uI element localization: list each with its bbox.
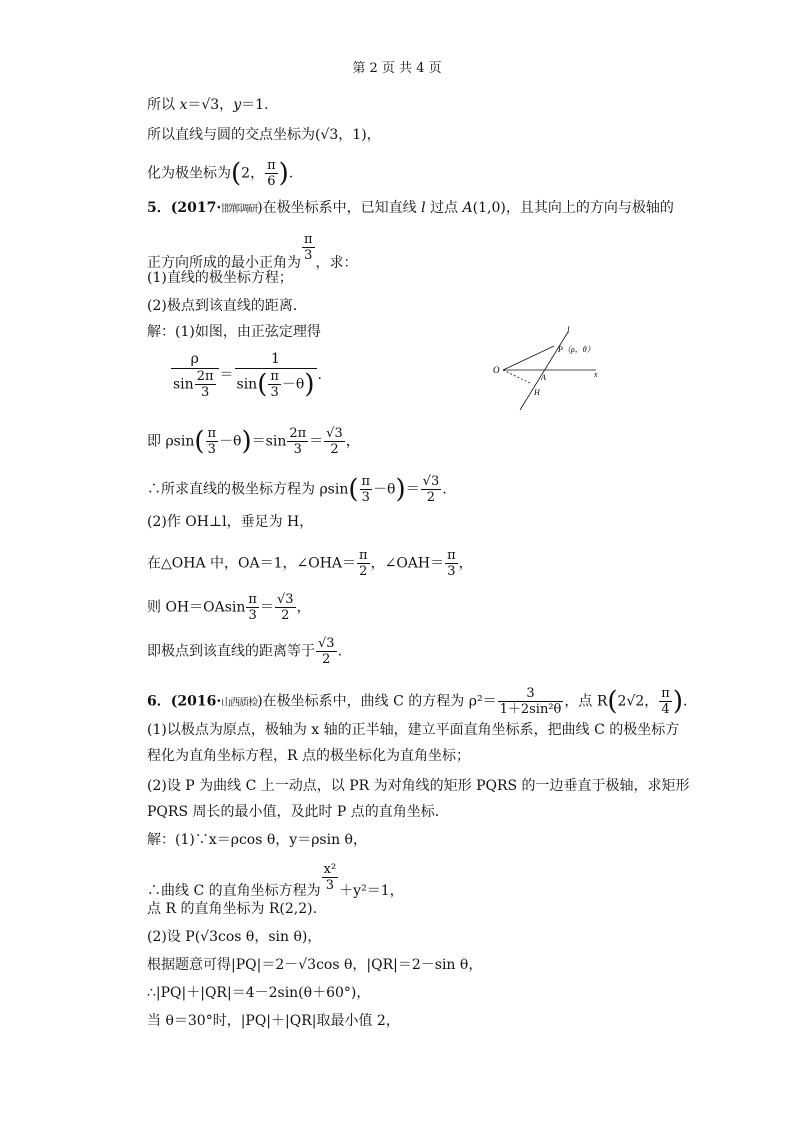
var: l [421,200,426,216]
paren: ( [231,158,242,189]
text: ，求： [315,255,358,271]
text: ， [345,433,360,450]
equation-sine-law [170,350,322,400]
text: 即 ρsin [147,433,195,450]
text: ，点 R [564,693,608,710]
source-tag: 山西质检 [221,697,258,709]
text-line: 当 θ＝30°时，|PQ|＋|QR|取最小值 2， [147,1013,400,1029]
text: . [317,367,322,383]
paren: ( [257,369,268,400]
var-x: x [179,97,188,113]
num: 1 [235,350,317,369]
text: )在极坐标系中，曲线 C 的方程为 ρ²＝ [257,693,497,710]
num: π [359,548,368,563]
den: 2 [426,490,436,505]
text: ， [296,599,311,616]
num: √3 [318,636,335,651]
text: sin [173,376,194,393]
num: π [361,474,371,489]
fraction-sqrt3-2 [324,426,345,457]
text: . [683,693,688,710]
equation-line [147,548,473,579]
page-header: 第 2 页 共 4 页 [352,61,442,76]
text-line [147,95,268,115]
equation-line [147,426,360,457]
den: 6 [267,174,276,189]
line-l [520,332,568,410]
text: －θ [373,481,396,498]
num: π [270,369,279,384]
fraction-pi-3 [360,474,373,505]
text: (1,0)，且其向上的方向与极轴的 [472,200,674,216]
fraction-pi-3 [246,592,259,623]
polar-line-diagram [488,322,603,412]
text-line: (2)设 P(√3cos θ，sin θ)， [147,929,322,945]
den: 3 [361,490,370,505]
paren: ) [278,158,289,189]
segment-OP [503,346,554,370]
text: ＝sin [251,433,287,450]
num: x² [323,862,337,877]
text: ＝ [309,433,324,450]
solution-line: 解：(1)如图，由正弦定理得 [147,324,321,340]
paren: ( [194,426,205,457]
fraction-rho [171,350,219,400]
text: 则 OH＝OAsin [147,599,246,616]
text: －θ [281,376,305,393]
paren: ) [241,426,252,457]
num: 2π [289,426,307,441]
num: 3 [498,686,564,702]
text: 过点 [425,200,463,216]
label-A: A [541,373,546,382]
text: ＝ [259,599,274,616]
fraction-sqrt3-2 [421,474,442,505]
equation-line [147,474,447,505]
num: √3 [326,426,343,441]
text: ， [458,555,473,572]
question-5-part-1: (1)直线的极坐标方程； [147,270,293,286]
label-x: x [594,370,598,379]
question-5-part-2: (2)极点到该直线的距离． [147,298,307,314]
den: 2 [359,564,368,579]
num: π [661,686,670,701]
paren: ( [348,474,359,505]
text: ，∠OAH＝ [370,555,445,572]
text: 2√2， [617,693,659,710]
text: 正方向所成的最小正角为 [147,255,301,271]
fraction-curve [498,686,564,717]
equation-line [147,862,404,901]
text: . [442,481,447,498]
label-P: P（ρ，θ） [558,345,595,354]
num: π [304,232,313,247]
text: ＝ [219,367,234,383]
den: 3 [207,442,216,457]
text: 即极点到该直线的距离等于 [147,643,315,660]
text: . [288,165,294,182]
num: √3 [422,474,440,489]
text-line: 根据题意可得|PQ|＝2－√3cos θ，|QR|＝2－sin θ， [147,957,483,973]
fraction-pi-3 [445,548,458,579]
den: 3 [304,248,313,263]
paren: ) [395,474,406,505]
text: ＝√3， [187,97,234,113]
equation-line [147,592,311,623]
text: ∴所求直线的极坐标方程为 ρsin [147,481,349,498]
fraction-sqrt3-2 [316,636,337,667]
den: 3 [325,878,335,893]
text-line: (2)作 OH⊥l，垂足为 H， [147,514,314,530]
text-line [147,158,293,189]
question-6-part-2: (2)设 P 为曲线 C 上一动点，以 PR 为对角线的矩形 PQRS 的一边垂直于极轴，求矩形 [147,778,690,794]
den: 3 [248,608,257,623]
fraction-pi-3 [206,426,219,457]
den: 4 [661,702,670,717]
num: π [207,426,217,441]
text: ＝1. [241,97,269,113]
den: 2 [322,652,331,667]
den: 3 [293,442,302,457]
fraction-sqrt3-2 [275,592,296,623]
text-line: ∴|PQ|＋|QR|＝4－2sin(θ＋60°)， [147,985,371,1001]
den: 3 [270,385,279,400]
paren: ) [672,686,683,717]
text: . [337,643,343,660]
fraction-pi-4 [659,686,672,717]
q-number: 6．(2016· [147,693,222,710]
question-6-line-1 [147,686,687,717]
den: 3 [447,564,456,579]
text: 所以 [147,97,180,113]
question-5-line-2 [147,232,358,273]
fraction-one [235,350,317,400]
fraction-x2-3 [322,862,339,893]
text: 化为极坐标为 [147,165,231,182]
fraction-2pi-3 [287,426,308,457]
fraction-pi-3 [268,369,281,400]
num: π [248,592,257,607]
var: A [462,200,473,216]
den [235,369,317,400]
text-line: 点 R 的直角坐标为 R(2,2). [147,901,318,917]
question-6-part-2-cont: PQRS 周长的最小值，及此时 P 点的直角坐标． [147,804,449,820]
text: ∴曲线 C 的直角坐标方程为 [147,883,321,899]
paren: ( [607,686,618,717]
source-tag: 邯郸调研 [221,204,258,215]
solution-line: 解：(1)∵x＝ρcos θ，y＝ρsin θ， [147,832,367,848]
text: ＝ [405,481,420,498]
text: ＋y²＝1， [339,883,404,899]
den: 3 [200,385,210,400]
fraction-pi-6 [265,158,278,189]
fraction-pi-3 [302,232,315,263]
q-number: 5．(2017· [147,200,222,216]
den: 2 [330,442,339,457]
paren: ) [304,369,315,400]
fraction-2pi-3 [195,369,216,400]
equation-line [147,636,342,667]
fraction-pi-2 [357,548,370,579]
question-6-part-1-cont: 程化为直角坐标方程，R 点的极坐标化为直角坐标； [147,748,470,764]
text: 2， [241,165,265,182]
text-line: 所以直线与圆的交点坐标为(√3，1)， [147,127,381,143]
label-H: H [534,388,540,397]
text: )在极坐标系中，已知直线 [257,200,422,216]
text: －θ [219,433,242,450]
den [171,369,219,400]
num: 2π [196,369,214,384]
num: π [447,548,456,563]
var-y: y [233,97,242,113]
den: 1＋2sin²θ [499,702,562,717]
den: 2 [281,608,290,623]
question-6-part-1: (1)以极点为原点，极轴为 x 轴的正半轴，建立平面直角坐标系，把曲线 C 的极坐标方 [147,722,680,738]
label-O: O [493,365,500,375]
num: ρ [171,350,219,369]
num: √3 [276,592,294,607]
segment-OH [503,370,532,384]
text: 在△OHA 中，OA＝1，∠OHA＝ [147,555,357,572]
text: sin [236,376,258,393]
question-5-line-1 [147,198,674,220]
label-l: l [567,325,570,335]
num: π [267,158,276,173]
